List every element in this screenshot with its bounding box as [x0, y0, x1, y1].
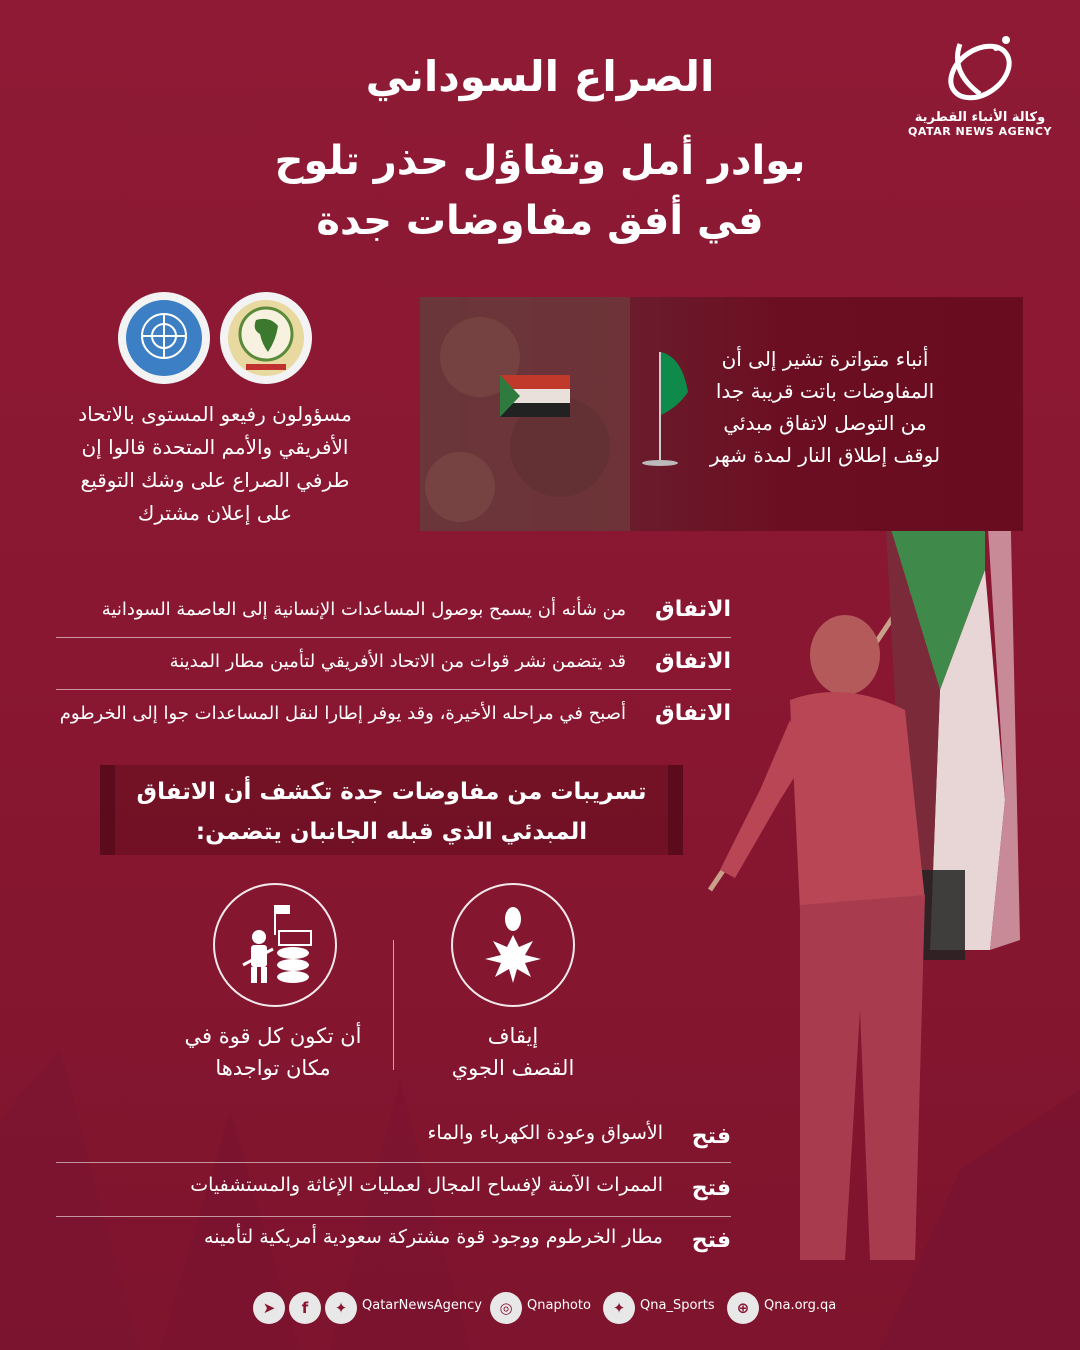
open-keyword: فتح: [691, 1124, 731, 1149]
african-union-emblem-icon: [220, 292, 312, 384]
open-row: [56, 1168, 731, 1214]
open-text: الممرات الآمنة لإفساح المجال لعمليات الإغاثة والمستشفيات: [190, 1174, 663, 1196]
officials-text-line: الأفريقي والأمم المتحدة قالوا إن: [81, 435, 349, 459]
agreement-keyword: الاتفاق: [655, 649, 731, 674]
globe-icon[interactable]: ⊕: [727, 1292, 759, 1324]
point-caption-positions: [163, 1020, 383, 1084]
agreement-row: [56, 643, 731, 689]
agreement-row: [56, 695, 731, 741]
person-with-flag-illustration: [710, 480, 1020, 1260]
officials-text-line: على إعلان مشترك: [137, 501, 293, 525]
page-subtitle-line1: بوادر أمل وتفاؤل حذر تلوح: [274, 138, 806, 184]
photo-panel-text: [680, 343, 970, 471]
open-keyword: فتح: [691, 1176, 731, 1201]
logo-name-ar: وكالة الأنباء القطرية: [914, 110, 1046, 125]
telegram-icon[interactable]: ➤: [253, 1292, 285, 1324]
agreement-row: [56, 591, 731, 637]
explosion-icon: [451, 883, 575, 1007]
point-caption-airstrikes: [420, 1020, 606, 1084]
soldier-icon: [213, 883, 337, 1007]
page-subtitle-line2: في أفق مفاوضات جدة: [316, 198, 764, 244]
leaks-box-bar-right: [668, 765, 683, 855]
sudan-flag-patch-icon: [500, 375, 570, 417]
open-row: [56, 1116, 731, 1162]
un-emblem-icon: [118, 292, 210, 384]
officials-text-line: مسؤولون رفيعو المستوى بالاتحاد: [78, 402, 352, 426]
point-caption-line: القصف الجوي: [451, 1056, 575, 1080]
leaks-box-bar-left: [100, 765, 115, 855]
open-text: مطار الخرطوم ووجود قوة مشتركة سعودية أمريكية لتأمينه: [204, 1226, 663, 1248]
facebook-icon[interactable]: f: [289, 1292, 321, 1324]
instagram-icon[interactable]: ◎: [490, 1292, 522, 1324]
agreement-text: قد يتضمن نشر قوات من الاتحاد الأفريقي لتأمين مطار المدينة: [169, 651, 626, 672]
handle-sports-link[interactable]: Qna_Sports: [640, 1298, 715, 1313]
page-title: الصراع السوداني: [365, 52, 715, 101]
point-caption-line: مكان تواجدها: [215, 1056, 331, 1080]
twitter-icon[interactable]: ✦: [325, 1292, 357, 1324]
website-link[interactable]: Qna.org.qa: [764, 1298, 837, 1313]
leaks-heading-line: المبدئي الذي قبله الجانبان يتضمن:: [195, 819, 588, 845]
twitter-icon[interactable]: ✦: [603, 1292, 635, 1324]
officials-text: [45, 398, 385, 530]
agreement-keyword: الاتفاق: [655, 701, 731, 726]
divider: [56, 1162, 731, 1163]
officials-text-line: طرفي الصراع على وشك التوقيع: [80, 468, 350, 492]
divider: [56, 637, 731, 638]
photo-text-line: من التوصل لاتفاق مبدئي: [723, 411, 927, 435]
agreement-keyword: الاتفاق: [655, 597, 731, 622]
agreement-text: أصبح في مراحله الأخيرة، وقد يوفر إطارا لنقل المساعدات جوا إلى الخرطوم: [59, 703, 626, 724]
handle-photo-link[interactable]: Qnaphoto: [527, 1298, 591, 1313]
photo-text-line: لوقف إطلاق النار لمدة شهر: [709, 443, 941, 467]
open-keyword: فتح: [691, 1228, 731, 1253]
point-caption-line: إيقاف: [487, 1024, 539, 1048]
photo-text-line: أنباء متواترة تشير إلى أن: [721, 347, 929, 371]
leaks-heading: [115, 772, 668, 852]
logo-name-en: QATAR NEWS AGENCY: [908, 125, 1052, 138]
leaks-heading-line: تسريبات من مفاوضات جدة تكشف أن الاتفاق: [136, 779, 647, 805]
handle-main-link[interactable]: QatarNewsAgency: [362, 1298, 482, 1313]
divider: [56, 1216, 731, 1217]
divider: [56, 689, 731, 690]
open-text: الأسواق وعودة الكهرباء والماء: [427, 1122, 663, 1144]
agreement-text: من شأنه أن يسمح بوصول المساعدات الإنسانية إلى العاصمة السودانية: [101, 599, 626, 620]
point-caption-line: أن تكون كل قوة في: [184, 1024, 362, 1048]
points-divider: [393, 940, 394, 1070]
photo-text-line: المفاوضات باتت قريبة جدا: [715, 379, 935, 403]
open-row: [56, 1220, 731, 1266]
